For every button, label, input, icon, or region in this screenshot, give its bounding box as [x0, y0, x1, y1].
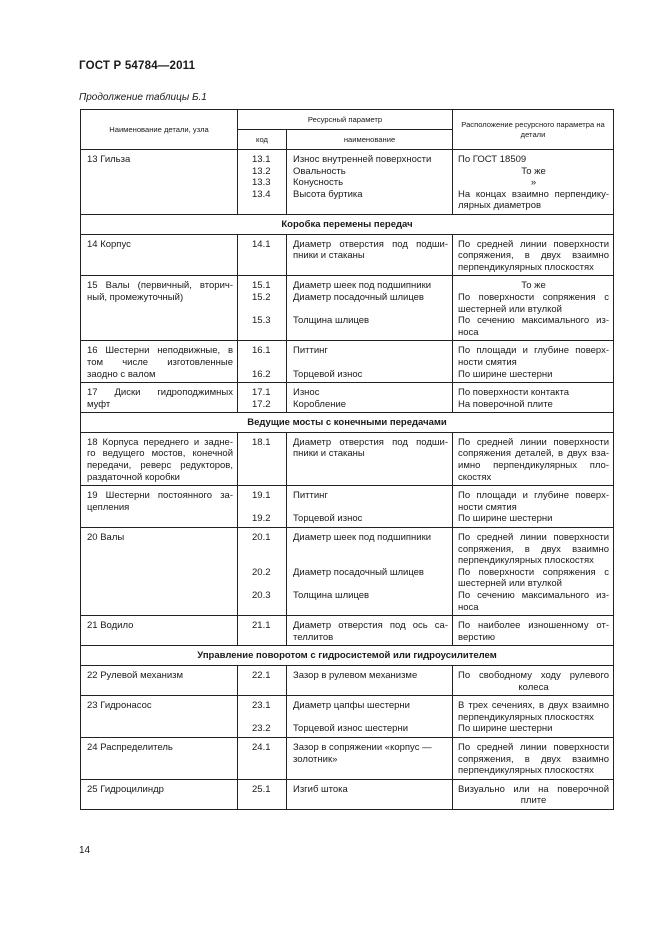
param-name-cell-line: [293, 304, 448, 316]
code-cell-line: [252, 555, 284, 567]
code-cell-line: 16.1: [252, 345, 271, 357]
param-name-cell-line: Толщина шлицев: [293, 590, 370, 601]
location-cell-line: По площади и глубине поверх-: [458, 490, 610, 502]
location-cell-line: По сечению максимального из-: [458, 590, 610, 601]
param-name-cell-line: Диаметр отверстия под ось са-: [293, 620, 449, 632]
param-name-cell: [287, 616, 453, 646]
code-cell-line: 16.2: [252, 368, 271, 380]
location-cell-line: сопряжения, в двух взаимно: [458, 753, 610, 765]
param-name-cell: [287, 696, 453, 738]
code-cell-line: [252, 712, 284, 724]
param-name-cell-line: Диаметр посадочный шлицев: [293, 291, 424, 303]
location-cell: [453, 276, 614, 341]
param-name-cell-line: Диаметр посадочный шлицев: [293, 566, 424, 578]
code-cell-line: 19.2: [252, 513, 271, 525]
code-cell-line: 22.1: [252, 669, 271, 681]
table-row: [81, 341, 614, 383]
param-name-cell: [287, 528, 453, 616]
part-name-cell: [81, 665, 238, 695]
table-row: [81, 383, 614, 413]
code-cell: [238, 528, 287, 616]
param-name-cell: [287, 737, 453, 779]
param-name-cell: [287, 665, 453, 695]
param-name-cell-line: [293, 357, 448, 369]
param-name-cell-line: [293, 544, 448, 556]
table-row: [81, 737, 614, 779]
code-cell-line: 13.2: [252, 165, 271, 177]
location-cell-line: По средней линии поверхности: [458, 436, 610, 448]
code-cell-line: 20.1: [252, 532, 271, 544]
code-cell: [238, 276, 287, 341]
code-cell-line: 23.1: [252, 700, 271, 712]
param-name-cell-line: Зазор в рулевом механизме: [293, 669, 418, 681]
param-name-cell-line: Питтинг: [293, 345, 328, 357]
location-cell-line: То же: [521, 280, 546, 292]
location-cell: [453, 737, 614, 779]
location-cell: [453, 383, 614, 413]
part-name-cell: [81, 779, 238, 809]
param-name-cell: [287, 432, 453, 485]
table-row: [81, 528, 614, 616]
param-name-cell-line: пники и стаканы: [293, 250, 365, 262]
part-name-cell: [81, 276, 238, 341]
param-name-cell-line: Конусность: [293, 177, 344, 189]
code-cell-line: 24.1: [252, 741, 271, 753]
location-cell: [453, 696, 614, 738]
header-location: Расположение ресурсного параметра на детали: [453, 110, 614, 150]
location-cell-line: В трех сечениях, в двух взаимно: [458, 700, 610, 712]
table-row: [81, 234, 614, 276]
part-name-cell: [81, 150, 238, 215]
param-name-cell-line: Торцевой износ: [293, 513, 363, 525]
location-cell-line: перпендикулярных плоскостях: [458, 261, 594, 273]
location-cell-line: плите: [520, 795, 547, 807]
code-cell-line: [252, 357, 284, 369]
location-cell-line: По площади и глубине поверх-: [458, 345, 610, 357]
location-cell-line: »: [530, 177, 537, 189]
location-cell: [453, 779, 614, 809]
table-row: [81, 696, 614, 738]
document-header: ГОСТ Р 54784—2011: [79, 60, 196, 72]
section-title: Управление поворотом с гидросистемой или гидроусилителем: [81, 646, 614, 666]
code-cell-line: 21.1: [252, 620, 271, 632]
location-cell-line: перпендикулярных плоскостях: [458, 555, 594, 567]
location-cell-line: носа: [458, 326, 479, 338]
param-name-cell-line: теллитов: [293, 631, 334, 643]
location-cell: [453, 665, 614, 695]
code-cell-line: 15.1: [252, 280, 271, 292]
location-cell: [453, 528, 614, 616]
location-cell-line: На концах взаимно перпендику-: [458, 188, 610, 200]
code-cell-line: 17.1: [252, 387, 271, 399]
location-cell-line: Визуально или на поверочной: [458, 783, 610, 795]
code-cell-line: 13.4: [252, 188, 271, 200]
table-row: [81, 665, 614, 695]
param-name-cell-line: Торцевой износ: [293, 368, 363, 380]
param-name-cell-line: [293, 712, 448, 724]
part-name-cell: [81, 432, 238, 485]
table-caption: Продолжение таблицы Б.1: [79, 92, 207, 103]
part-name-cell-line: муфт: [87, 398, 111, 410]
param-name-cell-line: [293, 502, 448, 514]
location-cell-line: ности смятия: [458, 356, 517, 368]
code-cell: [238, 779, 287, 809]
location-cell-line: сопряжения деталей, в двух вза-: [458, 448, 610, 460]
location-cell-line: По ширине шестерни: [458, 723, 553, 735]
part-name-cell-line: передачи, реверс редукторов,: [87, 460, 233, 472]
code-cell-line: 17.2: [252, 398, 271, 410]
section-title: Коробка перемены передач: [81, 214, 614, 234]
part-name-cell-line: 25 Гидроцилиндр: [87, 783, 164, 795]
param-name-cell-line: Диаметр отверстия под подши-: [293, 436, 449, 448]
param-name-cell-line: Диаметр цапфы шестерни: [293, 700, 410, 712]
location-cell: [453, 234, 614, 276]
code-cell-line: 20.3: [252, 590, 271, 601]
location-cell: [453, 432, 614, 485]
code-cell: [238, 432, 287, 485]
param-name-cell: [287, 150, 453, 215]
code-cell: [238, 341, 287, 383]
param-name-cell-line: Диаметр шеек под подшипники: [293, 280, 432, 292]
code-cell: [238, 486, 287, 528]
location-cell: [453, 150, 614, 215]
code-cell-line: [252, 304, 284, 316]
part-name-cell-line: раздаточной коробки: [87, 471, 180, 483]
location-cell-line: По ширине шестерни: [458, 513, 553, 525]
param-name-cell-line: Толщина шлицев: [293, 315, 370, 327]
part-name-cell-line: 17 Диски гидроподжимных: [87, 387, 233, 399]
location-cell-line: По поверхности сопряжения с: [458, 291, 610, 303]
header-part-name: Наименование детали, узла: [81, 110, 238, 150]
param-name-cell-line: Зазор в сопряжении «корпус —: [293, 741, 432, 753]
part-name-cell: [81, 341, 238, 383]
code-cell-line: 19.1: [252, 490, 271, 502]
param-name-cell: [287, 383, 453, 413]
part-name-cell: [81, 737, 238, 779]
code-cell-line: 15.2: [252, 291, 271, 303]
param-name-cell-line: Коробление: [293, 398, 347, 410]
location-cell-line: По средней линии поверхности: [458, 532, 610, 544]
param-name-cell-line: [293, 555, 448, 567]
code-cell-line: 14.1: [252, 238, 271, 250]
part-name-cell-line: 20 Валы: [87, 532, 125, 544]
table-row: [81, 276, 614, 341]
location-cell-line: То же: [521, 165, 546, 177]
location-cell-line: колеса: [518, 681, 549, 693]
part-name-cell-line: цепления: [87, 501, 130, 513]
location-cell-line: носа: [458, 601, 479, 613]
location-cell-line: По средней линии поверхности: [458, 238, 610, 250]
resource-parameters-table: [80, 109, 614, 810]
table-row: [81, 486, 614, 528]
location-cell-line: сопряжения, в двух взаимно: [458, 543, 610, 555]
part-name-cell-line: 15 Валы (первичный, вторич-: [87, 280, 233, 292]
param-name-cell-line: Износ внутренней поверхности: [293, 154, 432, 165]
param-name-cell-line: пники и стаканы: [293, 448, 365, 460]
part-name-cell-line: 16 Шестерни неподвижные, в: [87, 345, 233, 357]
location-cell-line: На поверочной плите: [458, 398, 553, 410]
part-name-cell: [81, 234, 238, 276]
param-name-cell-line: Торцевой износ шестерни: [293, 723, 409, 735]
code-cell-line: 13.1: [252, 154, 271, 165]
location-cell-line: шестерней или втулкой: [458, 303, 562, 315]
table-row: [81, 616, 614, 646]
part-name-cell-line: 24 Распределитель: [87, 741, 173, 753]
param-name-cell-line: Высота буртика: [293, 188, 363, 200]
location-cell-line: ности смятия: [458, 501, 517, 513]
part-name-cell: [81, 486, 238, 528]
part-name-cell: [81, 383, 238, 413]
code-cell-line: [252, 544, 284, 556]
section-row: [81, 646, 614, 666]
part-name-cell-line: 13 Гильза: [87, 154, 131, 165]
code-cell: [238, 616, 287, 646]
location-cell-line: лярных диаметров: [458, 200, 542, 212]
part-name-cell-line: 23 Гидронасос: [87, 700, 152, 712]
part-name-cell-line: ный, промежуточный): [87, 291, 184, 303]
code-cell-line: 13.3: [252, 177, 271, 189]
param-name-cell-line: Диаметр отверстия под подши-: [293, 238, 449, 250]
param-name-cell-line: Диаметр шеек под подшипники: [293, 532, 432, 544]
page-number: 14: [79, 845, 91, 856]
location-cell-line: По поверхности контакта: [458, 387, 570, 399]
header-code: код: [238, 130, 287, 150]
location-cell: [453, 341, 614, 383]
param-name-cell-line: Овальность: [293, 165, 346, 177]
part-name-cell: [81, 616, 238, 646]
param-name-cell-line: золотник»: [293, 753, 338, 765]
param-name-cell: [287, 779, 453, 809]
param-name-cell: [287, 486, 453, 528]
code-cell: [238, 150, 287, 215]
part-name-cell-line: 21 Водило: [87, 620, 134, 632]
code-cell: [238, 696, 287, 738]
param-name-cell: [287, 234, 453, 276]
part-name-cell-line: 19 Шестерни постоянного за-: [87, 490, 233, 502]
code-cell: [238, 665, 287, 695]
param-name-cell-line: Питтинг: [293, 490, 328, 502]
code-cell: [238, 383, 287, 413]
location-cell-line: верстию: [458, 631, 496, 643]
table-row: [81, 150, 614, 215]
part-name-cell: [81, 696, 238, 738]
code-cell: [238, 234, 287, 276]
table-body: [81, 150, 614, 810]
location-cell-line: По поверхности сопряжения с: [458, 566, 610, 578]
table-row: [81, 779, 614, 809]
code-cell-line: 25.1: [252, 783, 271, 795]
code-cell-line: 15.3: [252, 315, 271, 327]
part-name-cell-line: том числе изготовленные: [87, 356, 233, 368]
code-cell-line: 18.1: [252, 436, 271, 448]
part-name-cell-line: заодно с валом: [87, 368, 156, 380]
param-name-cell-line: Износ: [293, 387, 320, 399]
section-row: [81, 214, 614, 234]
location-cell-line: По ширине шестерни: [458, 368, 553, 380]
param-name-cell-line: [293, 578, 448, 590]
part-name-cell-line: 22 Рулевой механизм: [87, 669, 184, 681]
param-name-cell: [287, 276, 453, 341]
part-name-cell-line: 18 Корпуса переднего и задне-: [87, 436, 233, 448]
part-name-cell-line: го ведущего мостов, конечной: [87, 448, 233, 460]
location-cell-line: По сечению максимального из-: [458, 315, 610, 327]
code-cell-line: 23.2: [252, 723, 271, 735]
location-cell-line: скостях: [458, 471, 492, 483]
location-cell-line: По наиболее изношенному от-: [458, 620, 610, 632]
code-cell-line: [252, 502, 284, 514]
table-row: [81, 432, 614, 485]
code-cell-line: 20.2: [252, 566, 271, 578]
location-cell-line: По ГОСТ 18509: [458, 154, 527, 165]
location-cell: [453, 486, 614, 528]
param-name-cell-line: Изгиб штока: [293, 783, 348, 795]
header-resource-param: Ресурсный параметр: [238, 110, 453, 130]
section-row: [81, 413, 614, 433]
location-cell-line: шестерней или втулкой: [458, 578, 562, 590]
part-name-cell-line: 14 Корпус: [87, 238, 131, 250]
location-cell-line: сопряжения, в двух взаимно: [458, 250, 610, 262]
header-name: наименование: [287, 130, 453, 150]
location-cell: [453, 616, 614, 646]
section-title: Ведущие мосты с конечными передачами: [81, 413, 614, 433]
location-cell-line: перпендикулярных плоскостях: [458, 711, 594, 723]
location-cell-line: перпендикулярных плоскостях: [458, 765, 594, 777]
location-cell-line: По средней линии поверхности: [458, 741, 610, 753]
param-name-cell: [287, 341, 453, 383]
part-name-cell: [81, 528, 238, 616]
code-cell: [238, 737, 287, 779]
code-cell-line: [252, 578, 284, 590]
location-cell-line: По свободному ходу рулевого: [458, 669, 610, 681]
location-cell-line: имно перпендикулярных пло-: [458, 460, 610, 472]
